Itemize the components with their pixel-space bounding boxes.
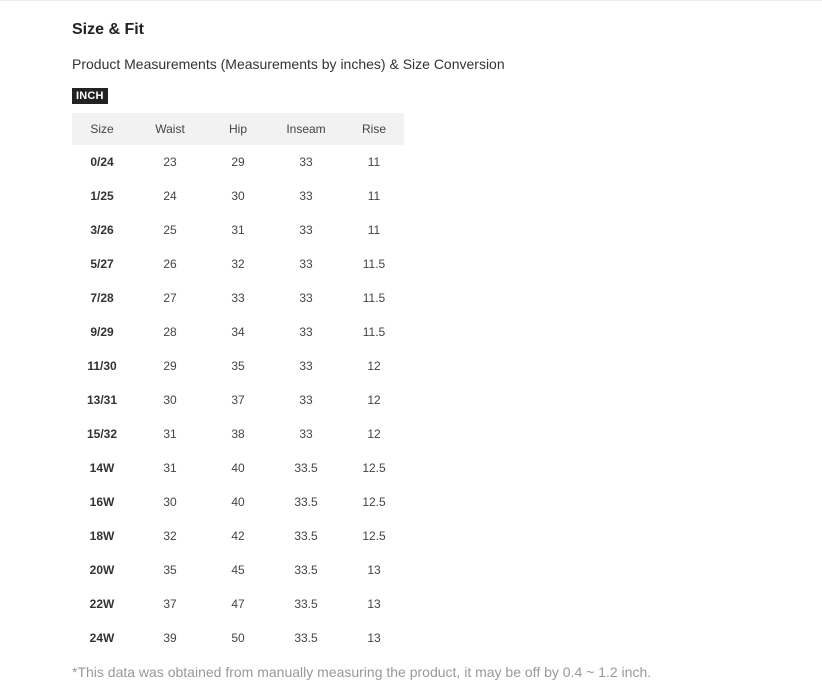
inseam-cell: 33.5 — [294, 563, 318, 577]
unit-badge: INCH — [72, 88, 108, 104]
size-cell: 11/30 — [87, 359, 117, 373]
table-row — [72, 179, 404, 213]
table-row — [72, 349, 404, 383]
inseam-cell: 33 — [299, 393, 313, 407]
size-cell: 22W — [89, 597, 115, 611]
size-cell: 7/28 — [90, 291, 114, 305]
rise-cell: 12 — [367, 427, 381, 441]
table-row — [72, 519, 404, 553]
waist-cell: 26 — [163, 257, 177, 271]
table-row — [72, 281, 404, 315]
size-cell: 0/24 — [90, 155, 114, 169]
waist-cell: 29 — [163, 359, 177, 373]
rise-cell: 11.5 — [362, 325, 386, 339]
hip-cell: 37 — [231, 393, 245, 407]
size-cell: 1/25 — [90, 189, 114, 203]
table-row — [72, 417, 404, 451]
rise-cell: 11 — [367, 223, 381, 237]
rise-cell: 11.5 — [362, 291, 386, 305]
size-cell: 15/32 — [86, 427, 118, 441]
hip-cell: 32 — [231, 257, 245, 271]
header-hip: Hip — [228, 122, 247, 136]
size-cell: 18W — [89, 529, 115, 543]
rise-cell: 11.5 — [362, 257, 386, 271]
waist-cell: 30 — [163, 393, 177, 407]
hip-cell: 29 — [231, 155, 245, 169]
waist-cell: 30 — [163, 495, 177, 509]
table-row — [72, 485, 404, 519]
waist-cell: 31 — [163, 461, 177, 475]
inseam-cell: 33.5 — [294, 495, 318, 509]
waist-cell: 31 — [163, 427, 177, 441]
rise-cell: 13 — [367, 597, 381, 611]
header-row — [72, 113, 404, 145]
waist-cell: 35 — [163, 563, 177, 577]
section-title: Size & Fit — [72, 21, 145, 38]
table-row — [72, 587, 404, 621]
hip-cell: 34 — [231, 325, 245, 339]
hip-cell: 38 — [231, 427, 245, 441]
table-row — [72, 553, 404, 587]
size-cell: 14W — [89, 461, 115, 475]
hip-cell: 40 — [231, 495, 245, 509]
table-row — [72, 621, 404, 655]
size-chart-header — [72, 113, 404, 145]
hip-cell: 47 — [231, 597, 245, 611]
rise-cell: 12 — [367, 359, 381, 373]
inseam-cell: 33 — [299, 189, 313, 203]
header-rise: Rise — [361, 122, 386, 136]
table-row — [72, 247, 404, 281]
table-row — [72, 145, 404, 179]
inseam-cell: 33 — [299, 359, 313, 373]
waist-cell: 39 — [163, 631, 177, 645]
inseam-cell: 33 — [299, 223, 313, 237]
waist-cell: 25 — [163, 223, 177, 237]
hip-cell: 40 — [231, 461, 245, 475]
size-chart-body — [72, 145, 404, 655]
table-row — [72, 213, 404, 247]
size-cell: 20W — [89, 563, 115, 577]
hip-cell: 35 — [231, 359, 245, 373]
top-divider — [0, 0, 822, 6]
rise-cell: 12 — [367, 393, 381, 407]
waist-cell: 32 — [163, 529, 177, 543]
hip-cell: 42 — [231, 529, 245, 543]
waist-cell: 37 — [163, 597, 177, 611]
table-row — [72, 383, 404, 417]
size-cell: 9/29 — [90, 325, 114, 339]
size-cell: 3/26 — [90, 223, 114, 237]
rise-cell: 12.5 — [362, 529, 386, 543]
hip-cell: 50 — [231, 631, 245, 645]
waist-cell: 23 — [163, 155, 177, 169]
header-inseam: Inseam — [286, 122, 326, 136]
header-size: Size — [90, 122, 114, 136]
waist-cell: 24 — [163, 189, 177, 203]
hip-cell: 45 — [231, 563, 245, 577]
inseam-cell: 33 — [299, 427, 313, 441]
rise-cell: 11 — [367, 189, 381, 203]
size-cell: 24W — [89, 631, 115, 645]
waist-cell: 28 — [163, 325, 177, 339]
measurement-footnote: *This data was obtained from manually measuring the product, it may be off by 0.4 ~ 1.2 inch. — [72, 664, 652, 680]
inseam-cell: 33 — [299, 325, 313, 339]
size-cell: 13/31 — [86, 393, 118, 407]
inseam-cell: 33.5 — [294, 529, 318, 543]
inseam-cell: 33.5 — [294, 631, 318, 645]
inseam-cell: 33 — [299, 257, 313, 271]
hip-cell: 31 — [231, 223, 245, 237]
section-subtitle: Product Measurements (Measurements by inches) & Size Conversion — [72, 56, 505, 72]
size-cell: 5/27 — [90, 257, 114, 271]
table-row — [72, 315, 404, 349]
hip-cell: 33 — [231, 291, 245, 305]
rise-cell: 12.5 — [362, 495, 386, 509]
rise-cell: 12.5 — [362, 461, 386, 475]
table-row — [72, 451, 404, 485]
size-chart-table — [72, 113, 404, 655]
hip-cell: 30 — [231, 189, 245, 203]
rise-cell: 13 — [367, 563, 381, 577]
inseam-cell: 33 — [299, 291, 313, 305]
inseam-cell: 33.5 — [294, 597, 318, 611]
rise-cell: 11 — [367, 155, 381, 169]
waist-cell: 27 — [163, 291, 177, 305]
size-cell: 16W — [89, 495, 115, 509]
rise-cell: 13 — [367, 631, 381, 645]
header-waist: Waist — [155, 122, 185, 136]
inseam-cell: 33 — [299, 155, 313, 169]
inseam-cell: 33.5 — [294, 461, 318, 475]
